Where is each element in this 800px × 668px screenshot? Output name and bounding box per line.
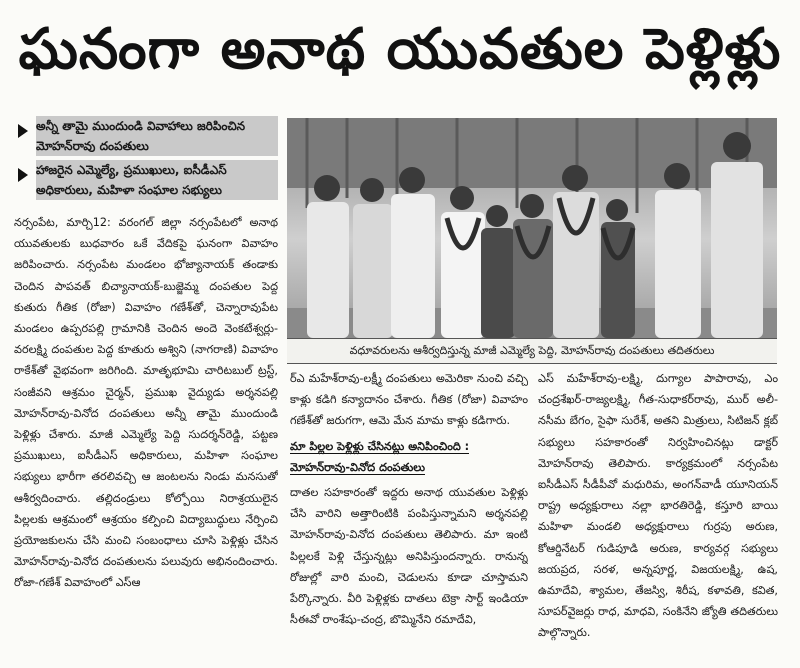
article-column-2	[290, 368, 528, 658]
bullet-text: అన్నీ తామై ముందుండి వివాహాలు జరిపించిన మోహన్‌రావు దంపతులు	[36, 116, 278, 156]
triangle-bullet-icon	[18, 168, 28, 182]
bullet-item	[16, 160, 278, 200]
paragraph: నర్సంపేట, మార్చి12: వరంగల్ జిల్లా నర్సంపేటలో అనాథ యువతులకు బుధవారం ఒకే వేదికపై ఘనంగా వివాహం జరిపించారు. నర్సంపేట మండలం భోజ్యానాయక్ తండాకు చెందిన పాపవత్ బిచ్యానాయక్-బుజ్జెమ్మ దంపతుల పెద్ద కుతురు గీతిక (రోజా) వివాహం గణేశ్‌తో, చెన్నారావుపేట మండలం ఉప్పరపల్లి గ్రామానికి చెందిన అందె వెంకటేశ్వర్లు-వరలక్ష్మి దంపతుల పెద్ద కూతురు అశ్విని (నాగరాణి) వివాహం రాకేశ్‌తో వైభవంగా జరిగింది. మాతృభూమి చారిటబుల్ ట్రస్ట్, సంజీవని ఆశ్రమం చైర్మన్, ప్రముఖ వైద్యుడు అర్శనపల్లి మోహన్‌రావు-వినోద దంపతులు అన్నీ తామై ముందుండి పెళ్లిళ్లు చేశారు. మాజీ ఎమ్మెల్యే పెద్ది సుదర్శన్‌రెడ్డి, పట్టణ ప్రముఖులు, ఐసీడీఎస్ అధికారులు, మహిళా సంఘాల సభ్యులు భారీగా తరలివచ్చి ఆ జంటలను నిండు మనసుతో ఆశీర్వదించారు. తల్లిదండ్రులు కోల్పోయి నిరాశ్రయులైన పిల్లలకు ఆశ్రమంలో ఆశ్రయం కల్పించి విద్యాబుద్ధులు నేర్పించి ప్రయోజకులను చేసి మంచి సంబంధాలు చూసి పెళ్లిళ్లు చేసిన మోహన్‌రావు-వినోద దంపతులను పలువురు అభినందించారు. రోజా-గణేశ్ వివాహంలో ఎస్‌ఆ	[14, 216, 278, 590]
article-column-1	[14, 212, 278, 662]
triangle-bullet-icon	[18, 124, 28, 138]
photo-caption: వధూవరులను ఆశీర్వదిస్తున్న మాజీ ఎమ్మెల్యే పెద్ది, మోహన్‌రావు దంపతులు తదితరులు	[287, 338, 777, 364]
subheading	[290, 436, 528, 478]
subheading-title: మా పిల్లల పెళ్లిళ్లు చేసినట్లు అనిపించింది :	[290, 439, 470, 453]
bullet-text: హాజరైన ఎమ్మెల్యే, ప్రముఖులు, ఐసీడీఎస్ అధికారులు, మహిళా సంఘాల సభ్యులు	[36, 160, 278, 200]
wedding-photo-illustration	[287, 118, 777, 338]
headline: ఘనంగా అనాథ యువతుల పెళ్లిళ్లు	[18, 16, 782, 82]
wedding-photo	[287, 118, 777, 338]
paragraph: దాతల సహకారంతో ఇద్దరు అనాథ యువతుల పెళ్లిళ్లు చేసి వారిని అత్తారింటికి పంపిస్తున్నామని అర్శనపల్లి మోహన్‌రావు-వినోద దంపతులు తెలిపారు. మా ఇంటి పిల్లలకే పెళ్లి చేస్తున్నట్లు అనిపిస్తుందన్నారు. రానున్న రోజుల్లో వారి మంచి, చెడులను కూడా చూస్తామని పేర్కొన్నారు. వీరి పెళ్లిళ్లకు దాతలు టెక్రా సార్ట్ ఇండియా సీఈవో రాంశేషు-చంద్ర, బొమ్మినేని రమాదేవి,	[290, 486, 528, 627]
article-column-3	[538, 368, 778, 658]
subheading-attribution: మోహన్‌రావు-వినోద దంపతులు	[290, 460, 426, 474]
bullet-list	[16, 116, 278, 204]
bullet-item	[16, 116, 278, 156]
paragraph: ఎస్ మహేశ్‌రావు-లక్ష్మి, దుగ్యాల పాపారావు, ఎం చంద్రశేఖర్-రాజ్యలక్ష్మి, గీత-సుధాకర్‌రావు, ముర్ అలీ-నసీమ బేగం, సైఫా సురేశ్, అతని మిత్రులు, సిటిజన్ క్లబ్ సభ్యులు సహకారంతో నిర్వహించినట్లు డాక్టర్ మోహన్‌రావు తెలిపారు. కార్యక్రమంలో నర్సంపేట ఐసీడీఎస్ సీడీపీవో మధురిమ, అంగన్‌వాడీ యూనియన్ రాష్ట్ర అధ్యక్షురాలు నల్లా భారతిరెడ్డి, కస్తూరి బాయి మహిళా మండలి అధ్యక్షురాలు గుర్రపు అరుణ, కోఆర్డినేటర్ గుడిపూడి అరుణ, కార్యవర్గ సభ్యులు జయప్రద, సరళ, అన్నపూర్ణ, విజయలక్ష్మి, ఉష, ఉమాదేవి, శ్యామల, తేజస్వి, శిరీష, కళావతి, కవిత, సూపర్‌వైజర్లు రాధ, మాధవి, సంకినేని జ్యోతి తదితరులు పాల్గొన్నారు.	[538, 372, 778, 640]
paragraph: ర్ఎ మహేశ్‌రావు-లక్ష్మీ దంపతులు అమెరికా నుంచి వచ్చి కాళ్లు కడిగి కన్యాదానం చేశారు. గీతిక (రోజా) వివాహం గణేశ్‌తో జరుగగా, ఆమె మేన మామ కాళ్లు కడిగారు.	[290, 372, 528, 428]
